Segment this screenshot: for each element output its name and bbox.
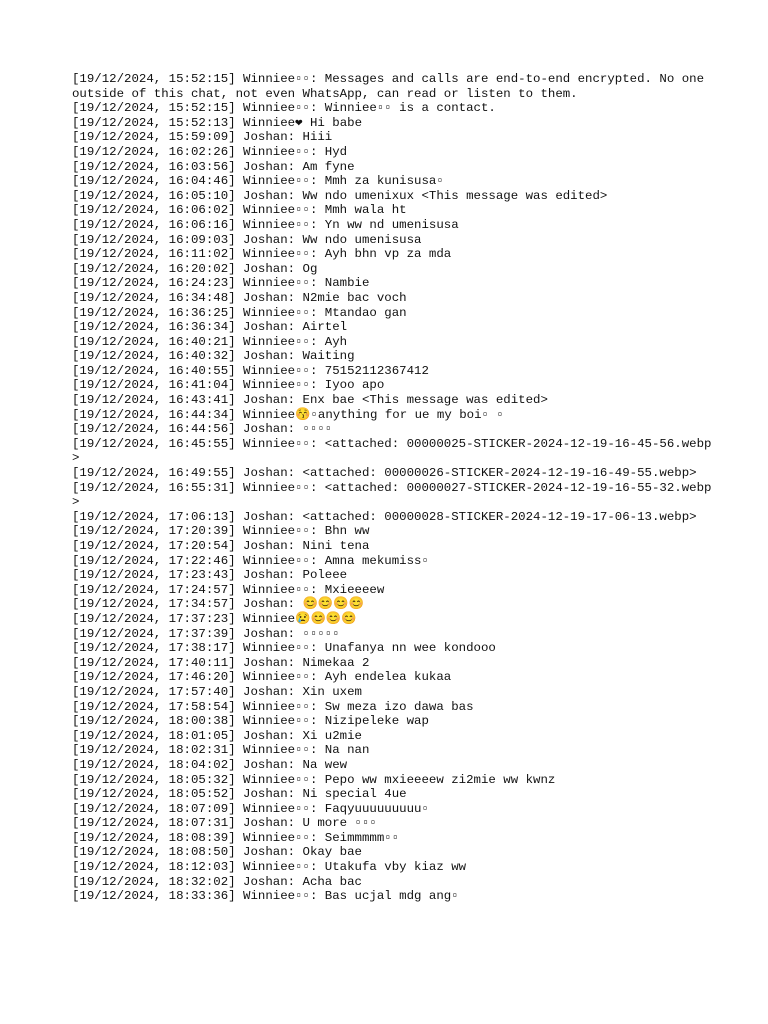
chat-line: [19/12/2024, 18:02:31] Winniee▫▫: Na nan (72, 743, 370, 758)
chat-line: [19/12/2024, 16:36:25] Winniee▫▫: Mtandao gan (72, 305, 407, 320)
chat-line: [19/12/2024, 16:49:55] Joshan: <attached: 00000026-STICKER-2024-12-19-16-49-55.webp> (72, 466, 697, 481)
chat-line: [19/12/2024, 18:04:02] Joshan: Na wew (72, 757, 348, 772)
chat-line: [19/12/2024, 17:46:20] Winniee▫▫: Ayh endelea kukaa (72, 670, 452, 685)
chat-line: [19/12/2024, 18:33:36] Winniee▫▫: Bas ucjal mdg ang▫ (72, 889, 459, 904)
chat-line: [19/12/2024, 16:09:03] Joshan: Ww ndo umenisusa (72, 232, 422, 247)
chat-line: [19/12/2024, 16:43:41] Joshan: Enx bae <This message was edited> (72, 393, 548, 408)
chat-line: [19/12/2024, 15:52:15] Winniee▫▫: Messages and calls are end-to-end encrypted. No one outside of this chat, not even WhatsApp, can read or listen to them. (72, 72, 712, 101)
chat-line: [19/12/2024, 16:44:56] Joshan: ▫▫▫▫ (72, 422, 333, 437)
chat-line: [19/12/2024, 16:44:34] Winniee😚▫anything for ue my boi▫ ▫ (72, 407, 504, 422)
chat-line: [19/12/2024, 18:12:03] Winniee▫▫: Utakufa vby kiaz ww (72, 860, 467, 875)
chat-line: [19/12/2024, 16:06:16] Winniee▫▫: Yn ww nd umenisusa (72, 217, 459, 232)
chat-line: [19/12/2024, 18:08:50] Joshan: Okay bae (72, 845, 362, 860)
chat-line: [19/12/2024, 16:24:23] Winniee▫▫: Nambie (72, 276, 370, 291)
chat-line: [19/12/2024, 16:36:34] Joshan: Airtel (72, 320, 348, 335)
chat-line: [19/12/2024, 15:52:13] Winniee❤ Hi babe (72, 115, 363, 130)
chat-line: [19/12/2024, 17:40:11] Joshan: Nimekaa 2 (72, 655, 370, 670)
chat-line: [19/12/2024, 18:07:09] Winniee▫▫: Faqyuuuuuuuuu▫ (72, 801, 429, 816)
chat-line: [19/12/2024, 17:22:46] Winniee▫▫: Amna mekumiss▫ (72, 553, 429, 568)
chat-line: [19/12/2024, 18:05:52] Joshan: Ni special 4ue (72, 787, 407, 802)
chat-line: [19/12/2024, 16:06:02] Winniee▫▫: Mmh wala ht (72, 203, 407, 218)
chat-line: [19/12/2024, 16:20:02] Joshan: Og (72, 261, 318, 276)
chat-line: [19/12/2024, 18:32:02] Joshan: Acha bac (72, 874, 362, 889)
chat-line: [19/12/2024, 16:02:26] Winniee▫▫: Hyd (72, 144, 348, 159)
chat-line: [19/12/2024, 18:00:38] Winniee▫▫: Nizipeleke wap (72, 714, 429, 729)
chat-line: [19/12/2024, 17:57:40] Joshan: Xin uxem (72, 684, 362, 699)
chat-line: [19/12/2024, 16:40:32] Joshan: Waiting (72, 349, 355, 364)
chat-line: [19/12/2024, 17:20:39] Winniee▫▫: Bhn ww (72, 524, 370, 539)
chat-line: [19/12/2024, 16:34:48] Joshan: N2mie bac voch (72, 290, 407, 305)
chat-line: [19/12/2024, 18:01:05] Joshan: Xi u2mie (72, 728, 362, 743)
chat-line: [19/12/2024, 18:07:31] Joshan: U more ▫▫▫ (72, 816, 377, 831)
chat-line: [19/12/2024, 16:55:31] Winniee▫▫: <attached: 00000027-STICKER-2024-12-19-16-55-32.webp> (72, 480, 712, 510)
chat-line: [19/12/2024, 17:24:57] Winniee▫▫: Mxieeeew (72, 582, 385, 597)
chat-line: [19/12/2024, 17:06:13] Joshan: <attached: 00000028-STICKER-2024-12-19-17-06-13.webp> (72, 509, 697, 524)
chat-line: [19/12/2024, 15:59:09] Joshan: Hiii (72, 130, 333, 145)
chat-line: [19/12/2024, 17:37:23] Winniee😢😊😊😊 (72, 611, 357, 626)
chat-line: [19/12/2024, 16:04:46] Winniee▫▫: Mmh za kunisusa▫ (72, 174, 444, 189)
chat-line: [19/12/2024, 16:40:21] Winniee▫▫: Ayh (72, 334, 348, 349)
chat-line: [19/12/2024, 17:58:54] Winniee▫▫: Sw meza izo dawa bas (72, 699, 474, 714)
chat-line: [19/12/2024, 16:41:04] Winniee▫▫: Iyoo apo (72, 378, 385, 393)
chat-line: [19/12/2024, 16:05:10] Joshan: Ww ndo umenixux <This message was edited> (72, 188, 608, 203)
chat-line: [19/12/2024, 16:45:55] Winniee▫▫: <attached: 00000025-STICKER-2024-12-19-16-45-56.webp> (72, 436, 712, 466)
chat-transcript (72, 72, 712, 904)
chat-line: [19/12/2024, 17:34:57] Joshan: 😊😊😊😊 (72, 597, 365, 612)
chat-line: [19/12/2024, 16:03:56] Joshan: Am fyne (72, 159, 355, 174)
chat-line: [19/12/2024, 16:40:55] Winniee▫▫: 75152112367412 (72, 363, 429, 378)
chat-line: [19/12/2024, 17:23:43] Joshan: Poleee (72, 568, 348, 583)
chat-line: [19/12/2024, 17:38:17] Winniee▫▫: Unafanya nn wee kondooo (72, 641, 496, 656)
chat-line: [19/12/2024, 15:52:15] Winniee▫▫: Winniee▫▫ is a contact. (72, 101, 496, 116)
chat-line: [19/12/2024, 18:08:39] Winniee▫▫: Seimmmmm▫▫ (72, 830, 400, 845)
chat-line: [19/12/2024, 16:11:02] Winniee▫▫: Ayh bhn vp za mda (72, 247, 452, 262)
chat-line: [19/12/2024, 17:20:54] Joshan: Nini tena (72, 539, 370, 553)
chat-line: [19/12/2024, 18:05:32] Winniee▫▫: Pepo ww mxieeeew zi2mie ww kwnz (72, 772, 556, 787)
chat-line: [19/12/2024, 17:37:39] Joshan: ▫▫▫▫▫ (72, 626, 340, 641)
